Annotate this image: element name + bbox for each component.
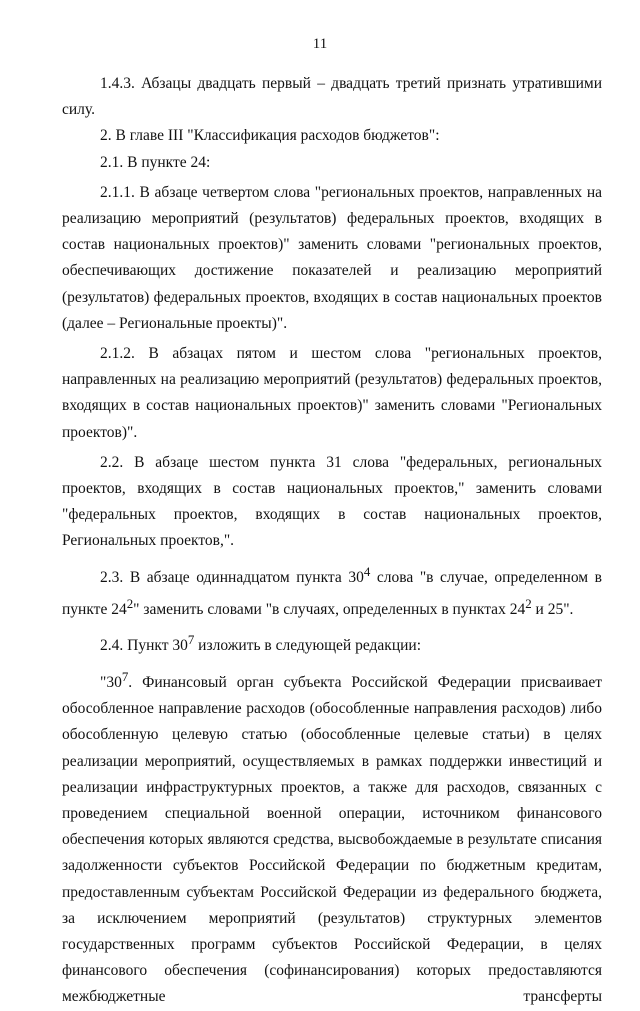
paragraph-2-1-2: 2.1.2. В абзацах пятом и шестом слова "региональных проектов, направленных на реализацию мероприятий (результатов) федеральных проектов, входящих в состав национальных проектов)" заменить словами "Региональных проектов)". xyxy=(62,345,602,441)
paragraph-2-2: 2.2. В абзаце шестом пункта 31 слова "федеральных, региональных проектов, входящих в состав национальных проектов," заменить словами "федеральных проектов, входящих в состав национальных проектов, Региональных проектов,". xyxy=(62,453,602,550)
paragraph-2: 2. В главе III "Классификация расходов бюджетов": xyxy=(100,127,440,145)
paragraph-2-4-part-1: 2.4. Пункт 30 xyxy=(100,637,188,655)
paragraph-30-7-part-1: "30 xyxy=(100,673,122,691)
paragraph-2-3 xyxy=(62,559,602,624)
paragraph-2-3-part-3: " заменить словами "в случаях, определенных в пунктах 24 xyxy=(133,601,526,619)
paragraph-2-3-part-1: 2.3. В абзаце одиннадцатом пункта 30 xyxy=(100,568,364,586)
document-body xyxy=(62,71,602,1011)
superscript: 2 xyxy=(126,596,134,612)
paragraph-2-3-part-2: слова "в случае, определенном в пункте 24 xyxy=(62,568,602,619)
superscript: 2 xyxy=(525,596,532,612)
paragraph-2-4-part-2: изложить в следующей редакции: xyxy=(194,637,422,655)
paragraph-2-4 xyxy=(62,627,602,659)
paragraph-2-1-1: 2.1.1. В абзаце четвертом слова "региональных проектов, направленных на реализацию мероприятий (результатов) федеральных проектов, входящих в состав национальных проектов)" заменить словами "региональных проектов, обеспечивающих достижение показателей и реализацию мероприятий (результатов) федеральных проектов, входящих в состав национальных проектов (далее – Региональные проекты)". xyxy=(62,183,602,332)
paragraph-1-4-3: 1.4.3. Абзацы двадцать первый – двадцать третий признать утратившими силу. xyxy=(62,75,602,119)
superscript: 7 xyxy=(187,632,195,648)
paragraph-30-7-part-2: . Финансовый орган субъекта Российской Федерации присваивает обособленное направление расходов (обособленные направления расходов) либо обособленную целевую статью (обособленные целевые статьи) в целях реализации мероприятий, осуществляемых в рамках поддержки инвестиций и реализации инфраструктурных проектов, а также для расходов, связанных с проведением специальной военной операции, источником финансового обеспечения которых являются средства, высвобождаемые в результате списания задолженности субъектов Российской Федерации по бюджетным кредитам, предоставленным субъектам Российской Федерации из федерального бюджета, за исключением мероприятий (результатов) структурных элементов государственных программ субъектов Российской Федерации, в целях финансового обеспечения (софинансирования) которых предоставляются межбюджетные трансферты xyxy=(62,673,602,1006)
page-number: 11 xyxy=(312,36,328,52)
paragraph-30-7-text xyxy=(62,664,602,1011)
paragraph-2-3-part-4: и 25". xyxy=(531,601,574,619)
superscript: 4 xyxy=(363,563,371,579)
superscript: 7 xyxy=(121,668,129,684)
paragraph-2-1: 2.1. В пункте 24: xyxy=(100,153,211,171)
